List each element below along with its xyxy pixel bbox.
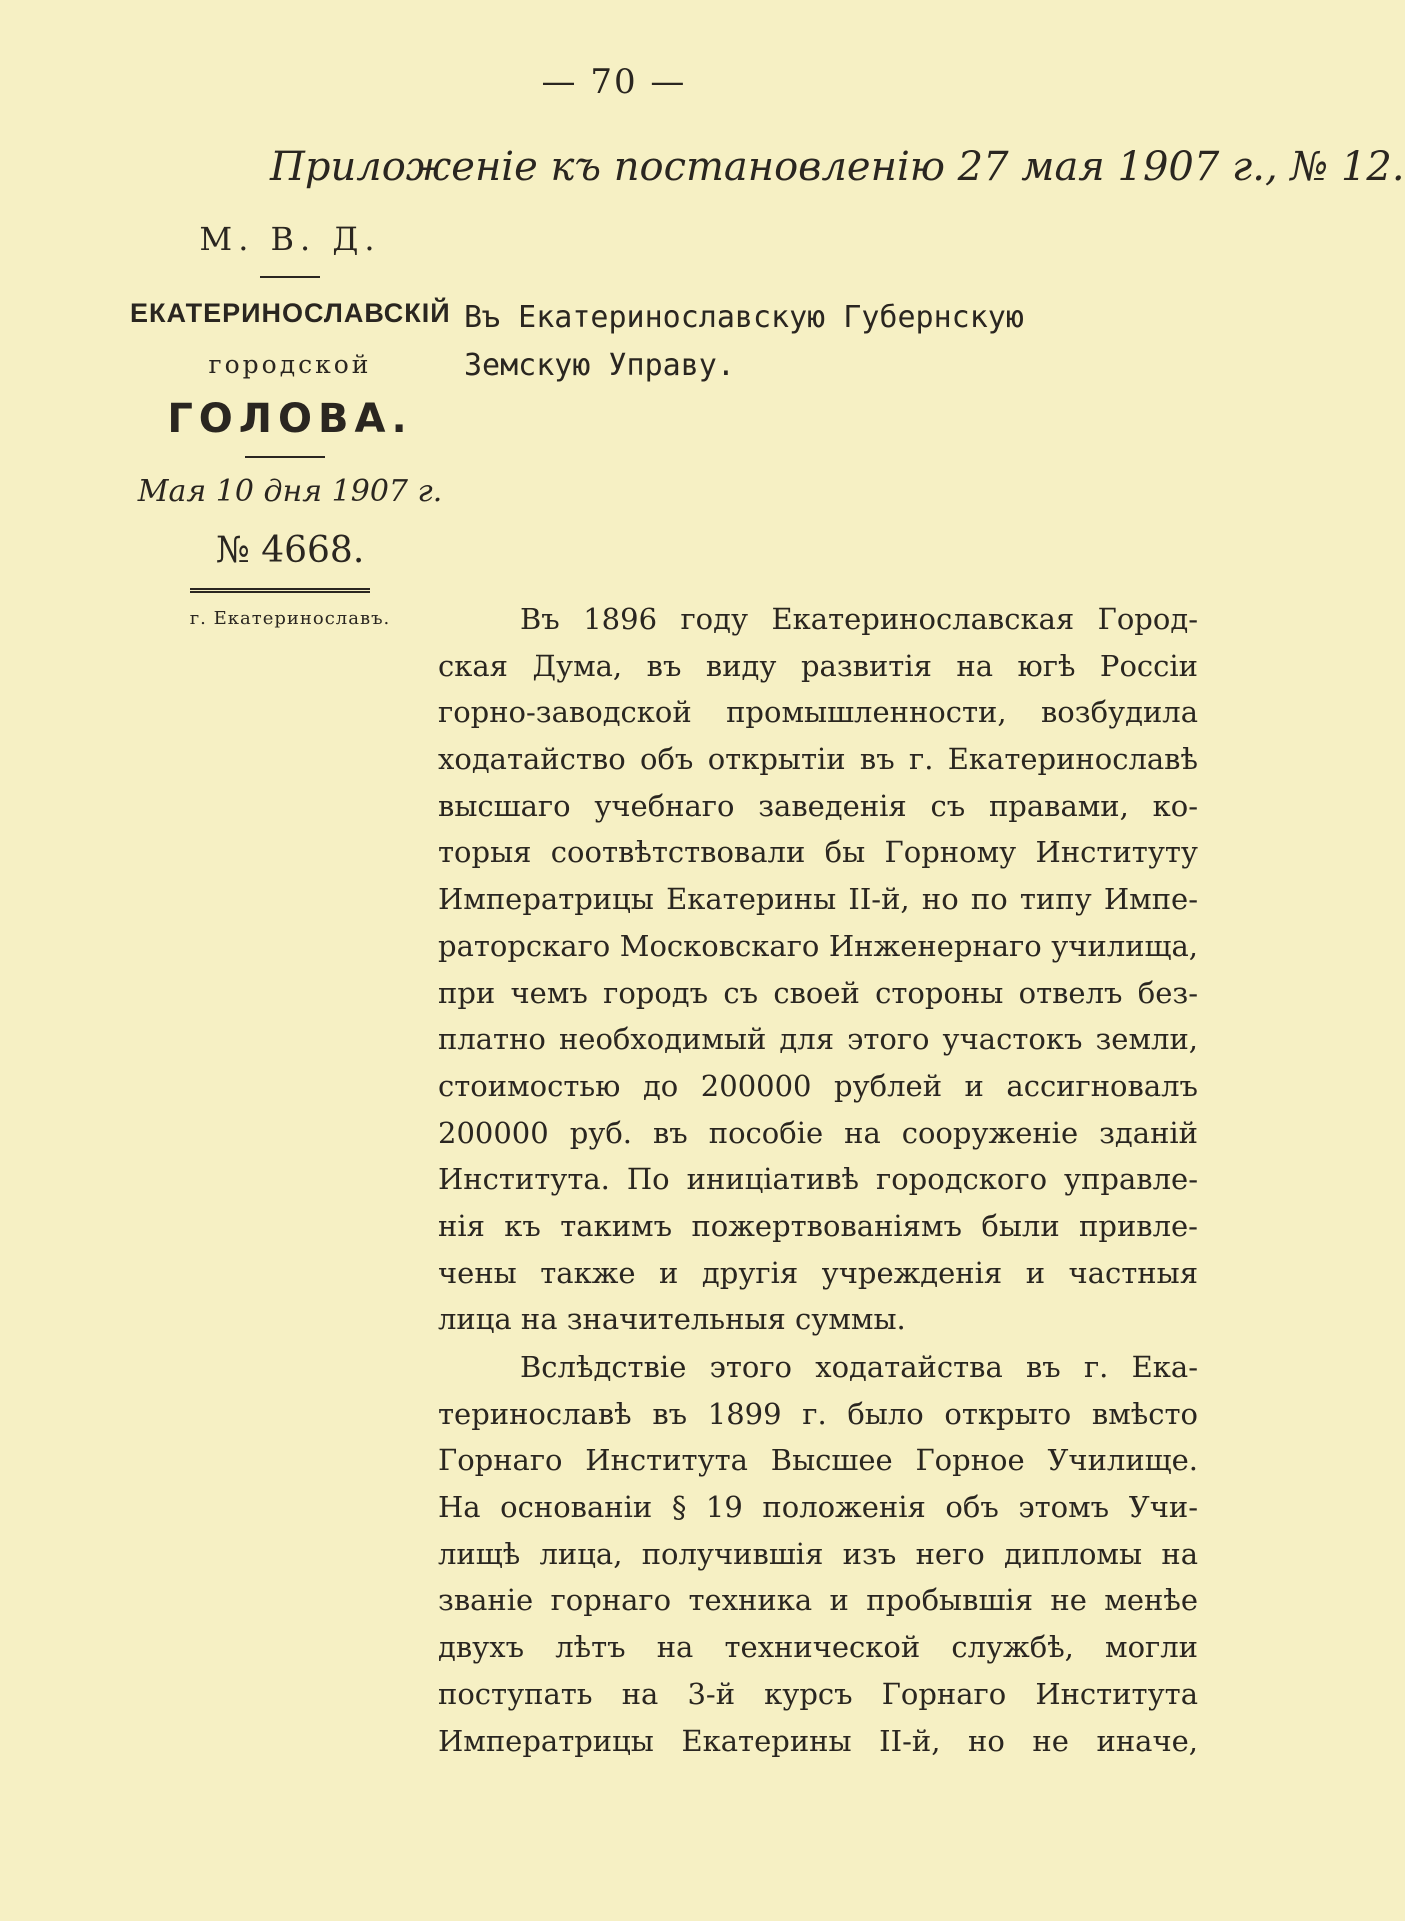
divider-rule bbox=[245, 456, 325, 458]
ornamental-dash bbox=[260, 276, 320, 282]
sender-city-adj: городской bbox=[208, 350, 372, 379]
text-line: стоимостью до 200000 рублей и ассигновалъ bbox=[438, 1068, 1198, 1103]
letter-date: Мая 10 дня 1907 г. bbox=[137, 474, 443, 509]
text-line: ская Дума, въ виду развитія на югѣ Россіи bbox=[438, 648, 1198, 683]
letter-number: № 4668. bbox=[215, 530, 365, 571]
text-line: высшаго учебнаго заведенія съ правами, ко- bbox=[438, 788, 1198, 823]
text-line: 200000 руб. въ пособіе на сооруженіе зданій bbox=[438, 1115, 1198, 1150]
text-line: раторскаго Московскаго Инженернаго училища, bbox=[438, 928, 1198, 963]
page-number: — 70 — bbox=[541, 62, 687, 102]
addressee-line: Земскую Управу. bbox=[464, 348, 735, 383]
text-line: званіе горнаго техника и пробывшія не менѣе bbox=[438, 1583, 1198, 1618]
text-line: теринославѣ въ 1899 г. было открыто вмѣсто bbox=[438, 1396, 1198, 1431]
text-line: поступать на 3-й курсъ Горнаго Института bbox=[438, 1676, 1198, 1711]
text-line: платно необходимый для этого участокъ земли, bbox=[438, 1022, 1198, 1057]
paragraph-2 bbox=[438, 1344, 1198, 1764]
text-line: при чемъ городъ съ своей стороны отвелъ без- bbox=[438, 975, 1198, 1010]
text-line: чены также и другія учрежденія и частныя bbox=[438, 1255, 1198, 1290]
text-line: На основаніи § 19 положенія объ этомъ Учи- bbox=[438, 1490, 1198, 1525]
text-line: Горнаго Института Высшее Горное Училище. bbox=[438, 1443, 1198, 1478]
sender-title: ГОЛОВА. bbox=[167, 396, 413, 442]
text-line: Императрицы Екатерины II-й, но не иначе, bbox=[438, 1723, 1198, 1758]
text-line: торыя соотвѣтствовали бы Горному Институту bbox=[438, 835, 1198, 870]
text-line: нія къ такимъ пожертвованіямъ были привле- bbox=[438, 1208, 1198, 1243]
text-line: лищѣ лица, получившія изъ него дипломы на bbox=[438, 1536, 1198, 1571]
double-rule bbox=[190, 588, 370, 593]
text-line: Вслѣдствіе этого ходатайства въ г. Ека- bbox=[520, 1350, 1198, 1384]
sender-city: г. Екатеринославъ. bbox=[189, 608, 391, 629]
paragraph-1 bbox=[438, 596, 1198, 1343]
addressee-block bbox=[464, 294, 1204, 390]
text-line: ходатайство объ открытіи въ г. Екатеринославѣ bbox=[438, 742, 1198, 777]
text-line: Въ 1896 году Екатеринославская Город- bbox=[520, 602, 1198, 636]
text-line: Института. По иниціативѣ городского управле- bbox=[438, 1162, 1198, 1197]
sender-office: ЕКАТЕРИНОСЛАВСКІЙ bbox=[130, 298, 451, 328]
text-line: лица на значительныя суммы. bbox=[438, 1302, 906, 1337]
text-line: двухъ лѣтъ на технической службѣ, могли bbox=[438, 1630, 1198, 1665]
addressee-line: Въ Екатеринославскую Губернскую bbox=[464, 300, 1024, 335]
text-line: горно-заводской промышленности, возбудила bbox=[438, 695, 1198, 730]
text-line: Императрицы Екатерины II-й, но по типу Импе- bbox=[438, 882, 1198, 917]
appendix-title: Приложеніе къ постановленію 27 мая 1907 г., № 12. bbox=[270, 144, 1405, 190]
ministry-abbrev: М. В. Д. bbox=[199, 220, 381, 258]
